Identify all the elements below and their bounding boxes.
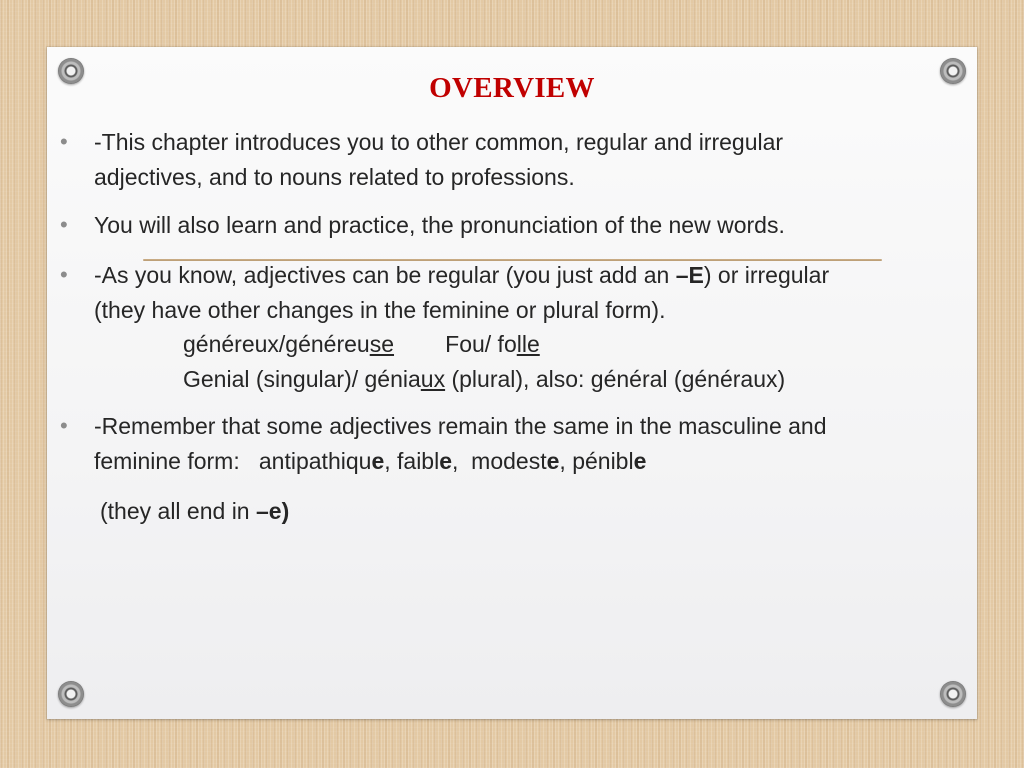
bullet-3 xyxy=(94,258,944,396)
bullet-icon: • xyxy=(60,262,68,287)
bullet-1-line-1: -This chapter introduces you to other common, regular and irregular xyxy=(94,129,784,155)
text-span: , modest xyxy=(452,447,547,474)
text-span: -As you know, adjectives can be regular (you just add an xyxy=(94,262,676,288)
underlined-suffix: se xyxy=(369,331,395,357)
text-span: (they all end in xyxy=(100,498,256,524)
text-span: ) or irregular xyxy=(703,262,830,288)
bullet-icon: • xyxy=(60,413,68,438)
pin-icon xyxy=(940,681,966,707)
bullet-icon: • xyxy=(60,212,68,237)
bullet-4 xyxy=(94,409,944,478)
text-span: feminine form: antipathiqu xyxy=(94,447,372,474)
bullet-2 xyxy=(94,208,944,243)
bullet-4-line-2 xyxy=(94,444,944,479)
bullet-3-line-1 xyxy=(94,258,944,293)
pin-icon xyxy=(58,681,84,707)
text-span: Fou/ fo xyxy=(445,331,517,357)
note-line xyxy=(100,494,950,529)
bullet-4-line-1: -Remember that some adjectives remain the same in the masculine and xyxy=(94,413,827,439)
bold-suffix: e xyxy=(371,447,385,474)
bold-suffix: –E xyxy=(675,262,704,288)
underlined-suffix: ux xyxy=(420,365,446,392)
slide-title: OVERVIEW xyxy=(429,72,595,104)
bullet-1-line-2: adjectives, and to nouns related to professions. xyxy=(94,163,575,190)
bold-suffix: e xyxy=(633,447,647,474)
bold-suffix: –e) xyxy=(255,498,290,524)
text-span: , pénibl xyxy=(559,447,634,474)
text-gap xyxy=(394,331,445,357)
example-line-1 xyxy=(94,327,944,362)
underlined-suffix: lle xyxy=(516,331,540,357)
text-span: (plural), also: général (généraux) xyxy=(445,365,786,392)
bullet-1 xyxy=(94,125,944,194)
bullet-icon: • xyxy=(60,129,68,154)
bold-suffix: e xyxy=(439,447,453,474)
bold-suffix: e xyxy=(546,447,560,474)
example-line-2 xyxy=(94,362,944,397)
bullet-2-line-1: You will also learn and practice, the pronunciation of the new words. xyxy=(94,212,785,238)
text-span: Genial (singular)/ génia xyxy=(183,365,421,392)
text-span: généreux/généreu xyxy=(183,331,370,357)
text-span: , faibl xyxy=(384,447,440,474)
bullet-3-line-2: (they have other changes in the feminine or plural form). xyxy=(94,296,666,323)
